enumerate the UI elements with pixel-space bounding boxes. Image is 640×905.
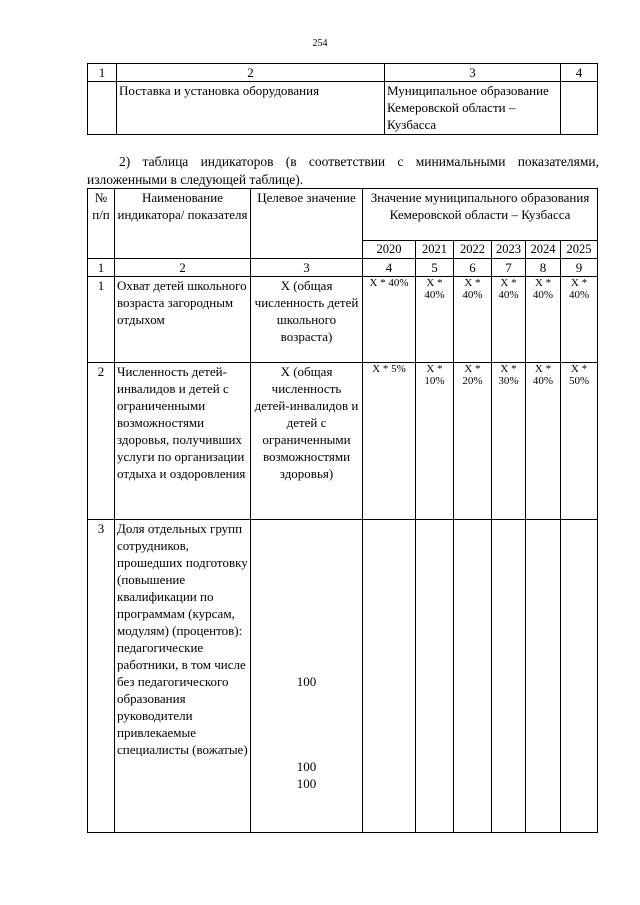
col-number: 2 bbox=[115, 259, 251, 277]
year-value: X * 40% bbox=[363, 277, 416, 363]
row-num: 2 bbox=[88, 363, 115, 520]
indicator-sub-name: привлекаемые специалисты (вожатые) bbox=[117, 725, 248, 757]
col-number: 6 bbox=[454, 259, 492, 277]
row-num: 1 bbox=[88, 277, 115, 363]
year-value: X * 30% bbox=[492, 363, 526, 520]
year-value bbox=[363, 520, 416, 833]
target-value: X (общая численность детей-инвалидов и детей с ограниченными возможностями здоровья) bbox=[251, 363, 363, 520]
year-value bbox=[454, 520, 492, 833]
header-cell: 3 bbox=[385, 64, 561, 82]
paragraph-text: 2) таблица индикаторов (в соответствии с минимальными показателями, изложенными в следующей таблице). bbox=[87, 154, 599, 187]
target-value: X (общая численность детей школьного возраста) bbox=[251, 277, 363, 363]
target-value-group bbox=[251, 520, 363, 833]
table-row bbox=[88, 363, 598, 520]
year-value: X * 5% bbox=[363, 363, 416, 520]
year-value bbox=[561, 520, 598, 833]
row-num: 3 bbox=[88, 520, 115, 833]
table-cell: Муниципальное образование Кемеровской области – Кузбасса bbox=[385, 82, 561, 135]
indicator-name-group bbox=[115, 520, 251, 833]
year-cell: 2022 bbox=[454, 241, 492, 259]
year-value: X * 40% bbox=[454, 277, 492, 363]
year-value bbox=[526, 520, 561, 833]
col-number: 3 bbox=[251, 259, 363, 277]
table-row bbox=[88, 82, 598, 135]
header-value: Значение муниципального образования Кемеровской области – Кузбасса bbox=[363, 189, 598, 241]
table-row bbox=[88, 277, 598, 363]
col-number: 5 bbox=[416, 259, 454, 277]
indicator-intro: Доля отдельных групп сотрудников, прошедших подготовку (повышение квалификации по программам (курсам, модулям) (процентов): bbox=[117, 521, 248, 638]
table-row bbox=[88, 520, 598, 833]
year-value bbox=[492, 520, 526, 833]
year-value: X * 50% bbox=[561, 363, 598, 520]
target-value: 100 bbox=[296, 759, 317, 774]
year-value: X * 40% bbox=[492, 277, 526, 363]
indicator-name: Численность детей-инвалидов и детей с ограниченными возможностями здоровья, получивших услуги по организации отдыха и оздоровления bbox=[115, 363, 251, 520]
header-target: Целевое значение bbox=[251, 189, 363, 259]
col-number: 4 bbox=[363, 259, 416, 277]
indicators-table bbox=[87, 188, 598, 833]
col-number: 7 bbox=[492, 259, 526, 277]
year-value: X * 20% bbox=[454, 363, 492, 520]
year-value bbox=[416, 520, 454, 833]
target-value: 100 bbox=[296, 674, 317, 689]
table-cell: Поставка и установка оборудования bbox=[117, 82, 385, 135]
table-cell bbox=[88, 82, 117, 135]
col-number: 8 bbox=[526, 259, 561, 277]
year-value: X * 40% bbox=[561, 277, 598, 363]
indicator-sub-name: педагогические работники, в том числе без педагогического образования bbox=[117, 640, 246, 706]
year-value: X * 10% bbox=[416, 363, 454, 520]
col-number: 1 bbox=[88, 259, 115, 277]
table-header-row bbox=[88, 189, 598, 241]
year-cell: 2020 bbox=[363, 241, 416, 259]
header-num: № п/п bbox=[88, 189, 115, 259]
year-cell: 2021 bbox=[416, 241, 454, 259]
header-cell: 4 bbox=[561, 64, 598, 82]
equipment-table bbox=[87, 63, 598, 135]
year-value: X * 40% bbox=[416, 277, 454, 363]
header-name: Наименование индикатора/ показателя bbox=[115, 189, 251, 259]
indicator-sub-name: руководители bbox=[117, 708, 193, 723]
col-number: 9 bbox=[561, 259, 598, 277]
year-value: X * 40% bbox=[526, 363, 561, 520]
column-numbers-row bbox=[88, 259, 598, 277]
table-cell bbox=[561, 82, 598, 135]
year-value: X * 40% bbox=[526, 277, 561, 363]
year-cell: 2025 bbox=[561, 241, 598, 259]
page-number: 254 bbox=[312, 38, 328, 49]
table-header-row bbox=[88, 64, 598, 82]
header-cell: 2 bbox=[117, 64, 385, 82]
year-cell: 2024 bbox=[526, 241, 561, 259]
year-cell: 2023 bbox=[492, 241, 526, 259]
indicator-name: Охват детей школьного возраста загородным отдыхом bbox=[115, 277, 251, 363]
header-cell: 1 bbox=[88, 64, 117, 82]
target-value: 100 bbox=[296, 776, 317, 791]
